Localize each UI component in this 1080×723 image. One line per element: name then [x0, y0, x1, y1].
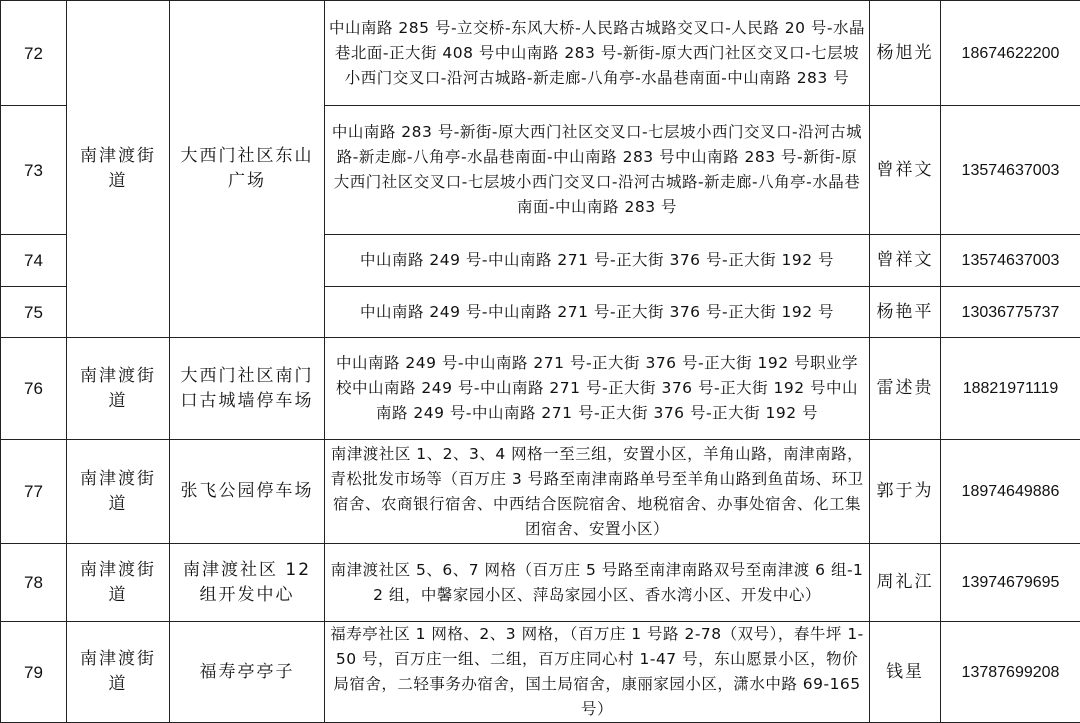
- street-cell: 南津渡街道: [67, 338, 170, 440]
- person-cell: 曾祥文: [870, 235, 941, 287]
- area-cell: 大西门社区南门口古城墙停车场: [170, 338, 325, 440]
- row-number: 72: [1, 1, 67, 106]
- table-row: [1, 1, 1080, 106]
- row-number: 79: [1, 622, 67, 723]
- person-cell: 杨旭光: [870, 1, 941, 106]
- table-row: [1, 622, 1080, 723]
- person-cell: 周礼江: [870, 544, 941, 622]
- area-cell: 福寿亭亭子: [170, 622, 325, 723]
- phone-cell: 13974679695: [941, 544, 1080, 622]
- phone-cell: 18821971119: [941, 338, 1080, 440]
- street-cell: 南津渡街道: [67, 440, 170, 544]
- row-number: 73: [1, 106, 67, 235]
- route-cell: 南津渡社区 5、6、7 网格（百万庄 5 号路至南津南路双号至南津渡 6 组-12 组，中馨家园小区、萍岛家园小区、香水湾小区、开发中心）: [325, 544, 870, 622]
- phone-cell: 18674622200: [941, 1, 1080, 106]
- street-cell: 南津渡街道: [67, 1, 170, 338]
- person-cell: 曾祥文: [870, 106, 941, 235]
- route-cell: 南津渡社区 1、2、3、4 网格一至三组，安置小区，羊角山路，南津南路，青松批发市场等（百万庄 3 号路至南津南路单号至羊角山路到鱼苗场、环卫宿舍、农商银行宿舍、中西结合医院宿舍、地税宿舍、办事处宿舍、化工集团宿舍、安置小区）: [325, 440, 870, 544]
- row-number: 77: [1, 440, 67, 544]
- street-cell: 南津渡街道: [67, 544, 170, 622]
- row-number: 75: [1, 287, 67, 338]
- person-cell: 郭于为: [870, 440, 941, 544]
- phone-cell: 13574637003: [941, 235, 1080, 287]
- row-number: 78: [1, 544, 67, 622]
- table-row: [1, 544, 1080, 622]
- person-cell: 雷述贵: [870, 338, 941, 440]
- phone-cell: 13787699208: [941, 622, 1080, 723]
- phone-cell: 13036775737: [941, 287, 1080, 338]
- route-cell: 中山南路 249 号-中山南路 271 号-正大街 376 号-正大街 192 号职业学校中山南路 249 号-中山南路 271 号-正大街 376 号-正大街 192 号中山南路 249 号-中山南路 271 号-正大街 376 号-正大街 192 号: [325, 338, 870, 440]
- person-cell: 钱星: [870, 622, 941, 723]
- route-cell: 中山南路 283 号-新街-原大西门社区交叉口-七层坡小西门交叉口-沿河古城路-新走廊-八角亭-水晶巷南面-中山南路 283 号中山南路 283 号-新街-原大西门社区交叉口-七层坡小西门交叉口-沿河古城路-新走廊-八角亭-水晶巷南面-中山南路 283 号: [325, 106, 870, 235]
- phone-cell: 18974649886: [941, 440, 1080, 544]
- area-cell: 大西门社区东山广场: [170, 1, 325, 338]
- street-cell: 南津渡街道: [67, 622, 170, 723]
- table-row: [1, 338, 1080, 440]
- route-cell: 中山南路 285 号-立交桥-东风大桥-人民路古城路交叉口-人民路 20 号-水晶巷北面-正大街 408 号中山南路 283 号-新街-原大西门社区交叉口-七层坡小西门交叉口-沿河古城路-新走廊-八角亭-水晶巷南面-中山南路 283 号: [325, 1, 870, 106]
- area-cell: 张飞公园停车场: [170, 440, 325, 544]
- area-cell: 南津渡社区 12 组开发中心: [170, 544, 325, 622]
- phone-cell: 13574637003: [941, 106, 1080, 235]
- row-number: 74: [1, 235, 67, 287]
- row-number: 76: [1, 338, 67, 440]
- table-row: [1, 440, 1080, 544]
- person-cell: 杨艳平: [870, 287, 941, 338]
- route-cell: 福寿亭社区 1 网格、2、3 网格，（百万庄 1 号路 2-78（双号），春牛坪 1-50 号，百万庄一组、二组，百万庄同心村 1-47 号，东山愿景小区，物价局宿舍，二轻事务办宿舍，国土局宿舍，康丽家园小区，潇水中路 69-165 号）: [325, 622, 870, 723]
- route-cell: 中山南路 249 号-中山南路 271 号-正大街 376 号-正大街 192 号: [325, 235, 870, 287]
- route-cell: 中山南路 249 号-中山南路 271 号-正大街 376 号-正大街 192 号: [325, 287, 870, 338]
